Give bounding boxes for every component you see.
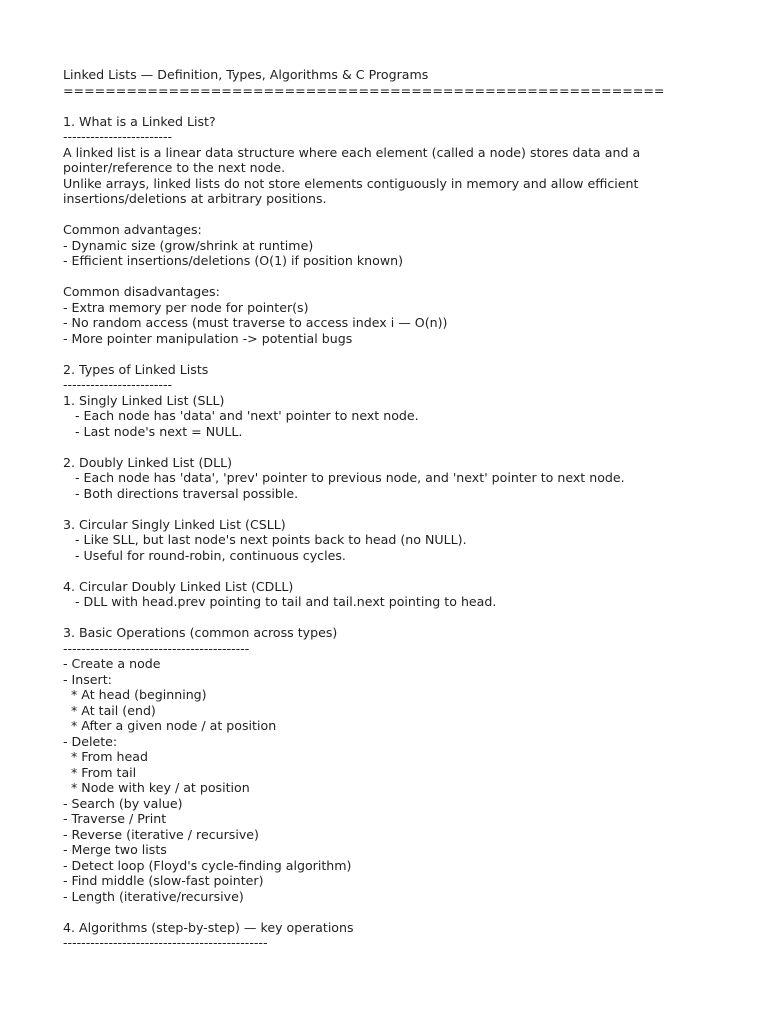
section1-rule: ------------------------ [63,129,173,144]
list-item: - Search (by value) [63,795,183,811]
type-name: 1. Singly Linked List (SLL) [63,392,225,408]
list-item: - More pointer manipulation -> potential bugs [63,330,353,346]
list-item: - Delete: [63,733,118,749]
list-item: - Extra memory per node for pointer(s) [63,299,309,315]
section4-rule: --------------------------------------------- [63,935,268,950]
list-item: * Node with key / at position [63,780,250,795]
spacer [63,610,743,626]
list-item: - Detect loop (Floyd's cycle-finding algorithm) [63,857,352,873]
paragraph-line: insertions/deletions at arbitrary positions. [63,191,327,206]
disadvantages-heading: Common disadvantages: [63,284,220,299]
paragraph-line: pointer/reference to the next node. [63,160,286,175]
spacer [63,98,743,114]
type-point: - Each node has 'data', 'prev' pointer to previous node, and 'next' pointer to next node. [63,470,625,485]
document-page [63,67,743,951]
section2-heading: 2. Types of Linked Lists [63,361,209,377]
type-point: - Last node's next = NULL. [63,423,243,439]
spacer [63,563,743,579]
list-item: - Insert: [63,671,112,687]
paragraph-line: A linked list is a linear data structure where each element (called a node) stores data and a [63,144,641,160]
spacer [63,207,743,223]
section2-rule: ------------------------ [63,377,173,392]
list-item: - Reverse (iterative / recursive) [63,826,259,842]
list-item: * From tail [63,764,137,780]
section3-heading: 3. Basic Operations (common across types) [63,625,338,640]
advantages-heading: Common advantages: [63,222,202,237]
section1-heading: 1. What is a Linked List? [63,113,216,129]
type-name: 4. Circular Doubly Linked List (CDLL) [63,578,294,594]
document-title: Linked Lists — Definition, Types, Algorithms & C Programs [63,67,429,82]
spacer [63,346,743,362]
list-item: * After a given node / at position [63,718,277,733]
list-item: * From head [63,749,148,764]
type-point: - Like SLL, but last node's next points back to head (no NULL). [63,532,467,547]
section3-rule: ----------------------------------------- [63,640,250,656]
list-item: * At tail (end) [63,702,156,718]
title-rule: ========================================================= [63,82,665,98]
list-item: - Merge two lists [63,842,167,857]
type-point: - Useful for round-robin, continuous cycles. [63,547,346,563]
type-point: - Both directions traversal possible. [63,485,299,501]
list-item: - Create a node [63,656,161,671]
list-item: - Find middle (slow-fast pointer) [63,873,264,888]
type-point: - Each node has 'data' and 'next' pointer to next node. [63,408,419,423]
list-item: - Traverse / Print [63,811,167,826]
paragraph-line: Unlike arrays, linked lists do not store elements contiguously in memory and allow efficient [63,175,639,191]
list-item: - Efficient insertions/deletions (O(1) if position known) [63,253,404,268]
list-item: - Dynamic size (grow/shrink at runtime) [63,237,314,253]
type-name: 3. Circular Singly Linked List (CSLL) [63,516,286,532]
section4-heading: 4. Algorithms (step-by-step) — key operations [63,919,354,935]
type-name: 2. Doubly Linked List (DLL) [63,454,233,470]
spacer [63,904,743,920]
list-item: - Length (iterative/recursive) [63,888,244,904]
type-point: - DLL with head.prev pointing to tail and tail.next pointing to head. [63,594,497,609]
list-item: * At head (beginning) [63,687,207,702]
spacer [63,269,743,285]
spacer [63,501,743,517]
spacer [63,439,743,455]
list-item: - No random access (must traverse to access index i — O(n)) [63,315,448,330]
